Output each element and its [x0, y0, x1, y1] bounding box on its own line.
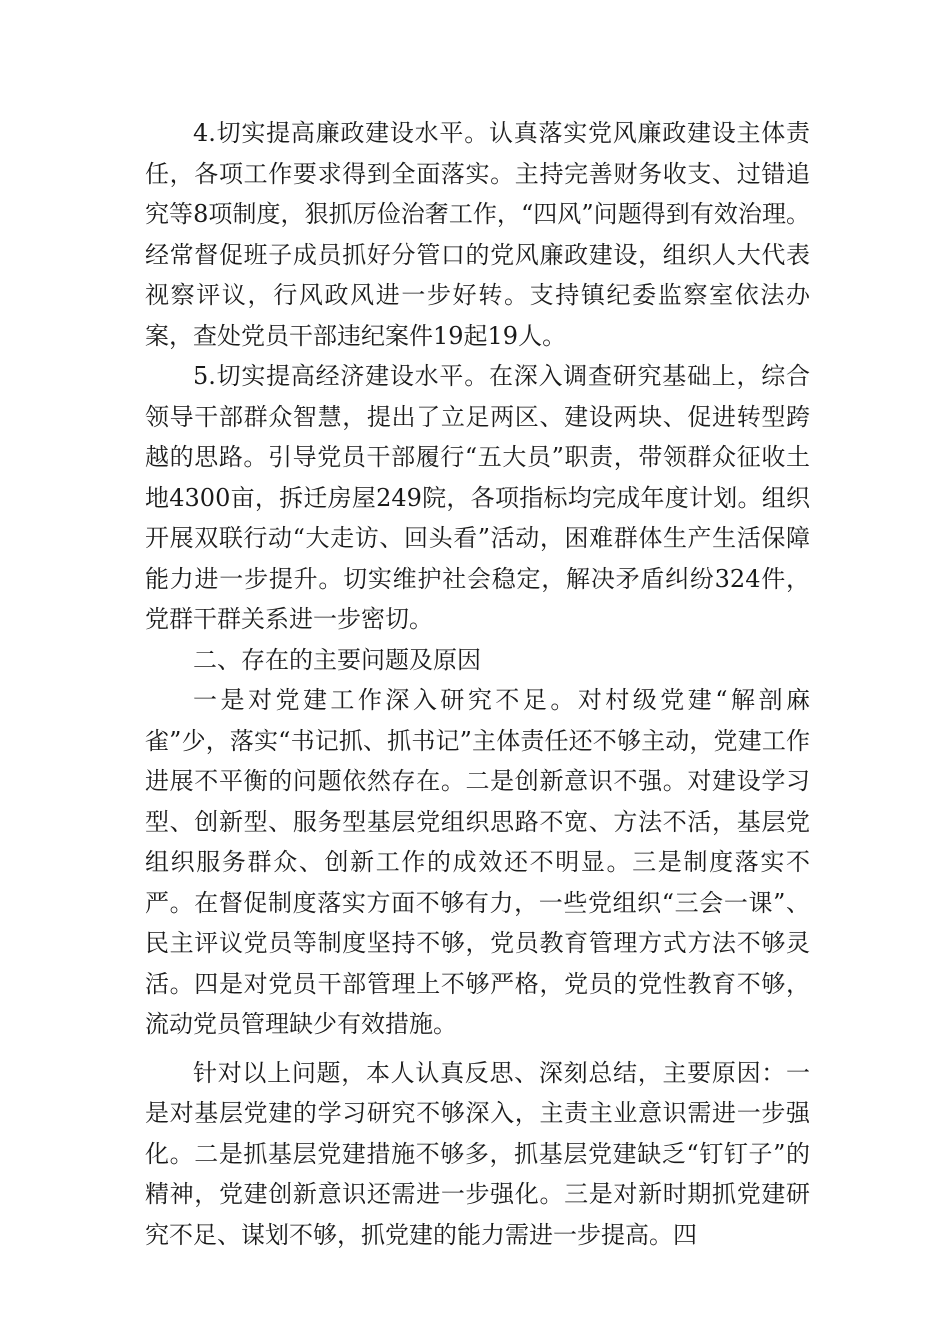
paragraph-causes: 针对以上问题，本人认真反思、深刻总结，主要原因：一是对基层党建的学习研究不够深入，主责主业意识需进一步强化。二是抓基层党建措施不够多，抓基层党建缺乏“钉钉子”的精神，党建创新意识还需进一步强化。三是对新时期抓党建研究不足、谋划不够，抓党建的能力需进一步提高。四	[145, 1058, 810, 1249]
paragraph-economic-building: 5.切实提高经济建设水平。在深入调查研究基础上，综合领导干部群众智慧，提出了立足两区、建设两块、促进转型跨越的思路。引导党员干部履行“五大员”职责，带领群众征收土地4300亩，拆迁房屋249院，各项指标均完成年度计划。组织开展双联行动“大走访、回头看”活动，困难群体生产生活保障能力进一步提升。切实维护社会稳定，解决矛盾纠纷324件，党群干群关系进一步密切。	[145, 362, 810, 633]
document-body	[145, 113, 810, 1255]
section-heading-problems: 二、存在的主要问题及原因	[193, 645, 481, 674]
paragraph-integrity-building: 4.切实提高廉政建设水平。认真落实党风廉政建设主体责任，各项工作要求得到全面落实。主持完善财务收支、过错追究等8项制度，狠抓厉俭治奢工作，“四风”问题得到有效治理。经常督促班子成员抓好分管口的党风廉政建设，组织人大代表视察评议，行风政风进一步好转。支持镇纪委监察室依法办案，查处党员干部违纪案件19起19人。	[145, 119, 810, 350]
paragraph-problems: 一是对党建工作深入研究不足。对村级党建“解剖麻雀”少，落实“书记抓、抓书记”主体责任还不够主动，党建工作进展不平衡的问题依然存在。二是创新意识不强。对建设学习型、创新型、服务型基层党组织思路不宽、方法不活，基层党组织服务群众、创新工作的成效还不明显。三是制度落实不严。在督促制度落实方面不够有力，一些党组织“三会一课”、民主评议党员等制度坚持不够，党员教育管理方式方法不够灵活。四是对党员干部管理上不够严格，党员的党性教育不够，流动党员管理缺少有效措施。	[145, 686, 810, 1038]
